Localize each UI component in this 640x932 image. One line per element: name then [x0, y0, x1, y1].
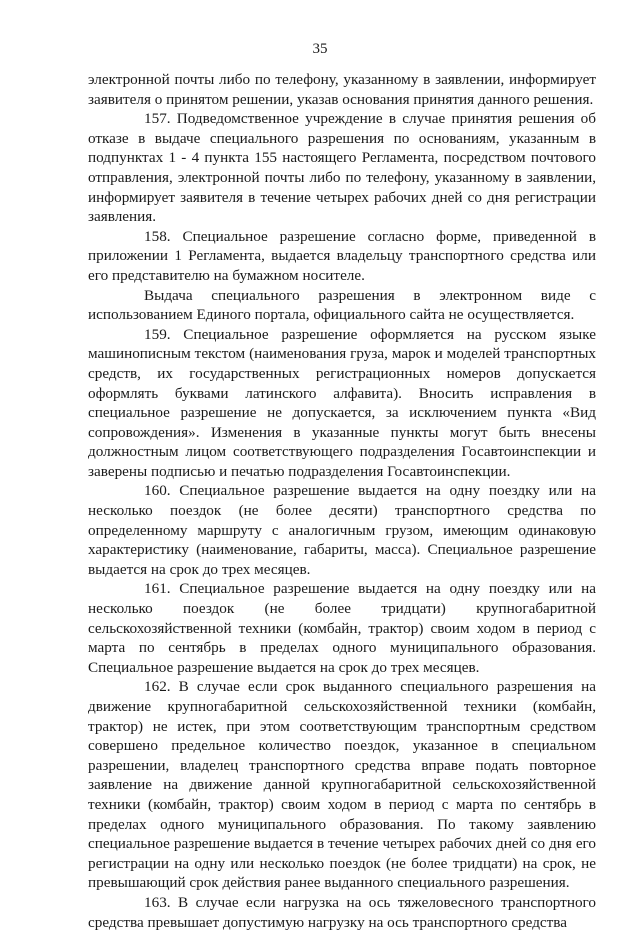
paragraph-157: 157. Подведомственное учреждение в случае принятия решения об отказе в выдаче специального разрешения по основаниям, указанным в подпунктах 1 - 4 пункта 155 настоящего Регламента, посредством почтового отправления, электронной почты либо по телефону, указанному в заявлении, информирует заявителя в течение четырех рабочих дней со дня регистрации заявления. — [88, 110, 596, 226]
page-number: 35 — [312, 41, 328, 57]
paragraph-162: 162. В случае если срок выданного специального разрешения на движение крупногабаритной сельскохозяйственной техники (комбайн, трактор) не истек, при этом соответствующим транспортным средством совершено предельное количество поездок, указанное в специальном разрешении, владелец транспортного средства вправе подать повторное заявление на движение данной крупногабаритной сельскохозяйственной техники (комбайн, трактор) своим ходом в период с марта по сентябрь в пределах одного муниципального образования. По такому заявлению специальное разрешение выдается в течение четырех рабочих дней со дня его регистрации на одну или несколько поездок (не более тридцати) на срок, не превышающий срок действия ранее выданного специального разрешения. — [88, 678, 596, 892]
paragraph-158: 158. Специальное разрешение согласно форме, приведенной в приложении 1 Регламента, выдается владельцу транспортного средства или его представителю на бумажном носителе. — [88, 227, 596, 284]
paragraph-163: 163. В случае если нагрузка на ось тяжеловесного транспортного средства превышает допустимую нагрузку на ось транспортного средства — [88, 893, 596, 931]
paragraph-160: 160. Специальное разрешение выдается на одну поездку или на несколько поездок (не более десяти) транспортного средства по определенному маршруту с аналогичным грузом, имеющим одинаковую характеристику (наименование, габариты, масса). Специальное разрешение выдается на срок до трех месяцев. — [88, 482, 596, 578]
paragraph-159: 159. Специальное разрешение оформляется на русском языке машинописным текстом (наименования груза, марок и моделей транспортных средств, их государственных регистрационных номеров допускается оформлять буквами латинского алфавита). Вносить исправления в специальное разрешение не допускается, за исключением пункта «Вид сопровождения». Изменения в указанные пункты могут быть внесены должностным лицом соответствующего подразделения Госавтоинспекции и заверены подписью и печатью подразделения Госавтоинспекции. — [88, 325, 596, 480]
paragraph-158-electronic: Выдача специального разрешения в электронном виде с использованием Единого портала, официального сайта не осуществляется. — [88, 286, 596, 324]
paragraph-161: 161. Специальное разрешение выдается на одну поездку или на несколько поездок (не более тридцати) крупногабаритной сельскохозяйственной техники (комбайн, трактор) своим ходом в период с марта по сентябрь в пределах одного муниципального образования. Специальное разрешение выдается на срок до трех месяцев. — [88, 580, 596, 676]
document-body — [88, 70, 596, 932]
paragraph-continuation: электронной почты либо по телефону, указанному в заявлении, информирует заявителя о принятом решении, указав основания принятия данного решения. — [88, 71, 596, 108]
